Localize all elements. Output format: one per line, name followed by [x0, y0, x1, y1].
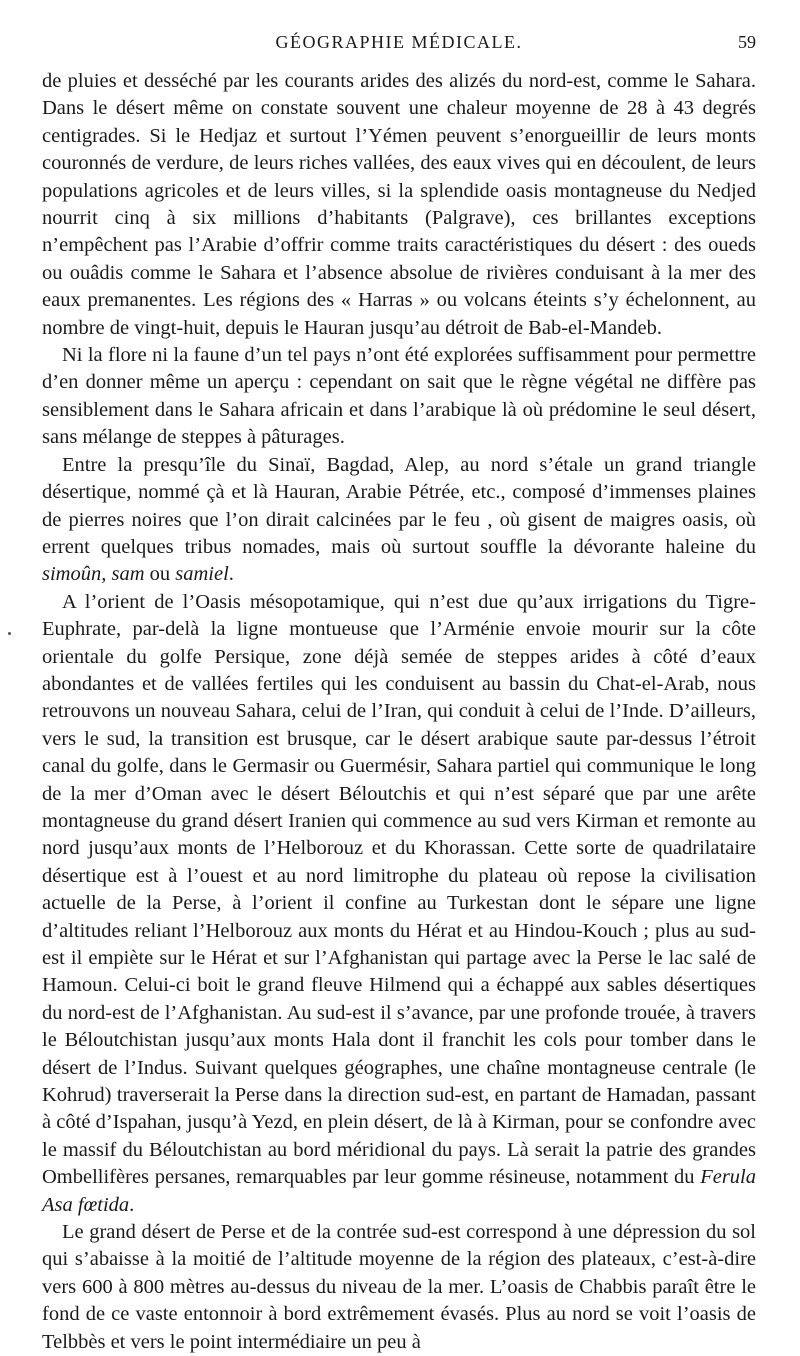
paragraph: [42, 589, 756, 1219]
italic-text: Ferula Asa fœtida: [42, 1166, 756, 1216]
text-run: Le grand désert de Perse et de la contrée sud-est correspond à une dépression du sol qui s’abaisse à la moitié de l’altitude moyenne de la région des plateaux, c’est-à-dire vers 600 à 800 mètres au-dessus du niveau de la mer. L’oasis de Chabbis paraît être le fond de ce vaste entonnoir à bord extrêmement évasés. Plus au nord se voit l’oasis de Telbbès et vers le point intermédiaire un peu à: [42, 1221, 756, 1353]
italic-text: samiel: [175, 563, 229, 586]
running-head: [42, 32, 756, 56]
text-run: de pluies et desséché par les courants arides des alizés du nord-est, comme le Sahara. Dans le désert même on constate souvent une chaleur moyenne de 28 à 43 degrés centigrades. Si le Hedjaz et surtout l’Yémen peuvent s’enorgueillir de leurs monts couronnés de verdure, de leurs riches vallées, des eaux vives qui en découlent, de leurs populations agricoles et de leurs villes, si la splendide oasis montagneuse du Nedjed nourrit cinq à six millions d’habitants (Palgrave), ces brillantes exceptions n’empêchent pas l’Arabie d’offrir comme traits caractéristiques du désert : des oueds ou ouâdis comme le Sahara et l’absence absolue de rivières conduisant à la mer des eaux premanentes. Les régions des « Harras » ou volcans éteints s’y échelonnent, au nombre de vingt-huit, depuis le Hauran jusqu’au détroit de Bab-el-Mandeb.: [42, 70, 756, 339]
text-run: Ni la flore ni la faune d’un tel pays n’ont été explorées suffisamment pour permettre d’en donner même un aperçu : cependant on sait que le règne végétal ne diffère pas sensiblement dans le Sahara africain et dans l’arabique là où prédomine le seul désert, sans mélange de steppes à pâturages.: [42, 344, 756, 449]
running-title: GÉOGRAPHIE MÉDICALE.: [275, 32, 523, 52]
text-run: ou: [144, 563, 176, 586]
body-text: [42, 68, 756, 1356]
paragraph: [42, 452, 756, 589]
paragraph: [42, 68, 756, 342]
margin-mark: [8, 632, 11, 635]
text-run: A l’orient de l’Oasis mésopotamique, qui n’est due qu’aux irrigations du Tigre-Euphrate, par-delà la ligne montueuse que l’Arménie envoie mourir sur la côte orientale du golfe Persique, zone déjà semée de steppes arides à côté d’eaux abondantes et de vallées fertiles qui les conduisent au bassin du Chat-el-Arab, nous retrouvons un nouveau Sahara, celui de l’Iran, qui conduit à celui de l’Inde. D’ailleurs, vers le sud, la transition est brusque, car le désert arabique saute par-dessus l’étroit canal du golfe, dans le Germasir ou Guermésir, Sahara partiel qui communique le long de la mer d’Oman avec le désert Béloutchis et qui n’est séparé que par une arête montagneuse du grand désert Iranien qui commence au sud vers Kirman et remonte au nord jusqu’aux monts de l’Helborouz et du Khorassan. Cette sorte de quadrilataire désertique est à l’ouest et au nord limitrophe du plateau où repose la civilisation actuelle de la Perse, à l’orient il confine au Turkestan dont le sépare une ligne d’altitudes reliant l’Helborouz aux monts du Hérat et au Hindou-Kouch ; plus au sud-est il empiète sur le Hérat et sur l’Afghanistan qui partage avec la Perse le lac salé de Hamoun. Celui-ci boit le grand fleuve Hilmend qui a échappé aux sables désertiques du nord-est de l’Afghanistan. Au sud-est il s’avance, par une profonde trouée, à travers le Béloutchistan jusqu’aux monts Hala dont il franchit les cols pour tomber dans le désert de l’Indus. Suivant quelques géographes, une chaîne montagneuse centrale (le Kohrud) traverserait la Perse dans la direction sud-est, en partant de Hamadan, passant à côté d’Ispahan, jusqu’à Yezd, en plein désert, de là à Kirman, pour se confondre avec le massif du Béloutchistan au bord méridional du pays. Là serait la patrie des grandes Ombellifères persanes, remarquables par leur gomme résineuse, notamment du: [42, 590, 756, 1189]
italic-text: simoûn, sam: [42, 563, 145, 586]
paragraph: [42, 1219, 756, 1356]
text-run: .: [129, 1193, 135, 1216]
text-run: .: [228, 563, 234, 586]
paragraph: [42, 342, 756, 452]
page-number: 59: [738, 32, 756, 52]
text-run: Entre la presqu’île du Sinaï, Bagdad, Alep, au nord s’étale un grand triangle désertique, nommé çà et là Hauran, Arabie Pétrée, etc., composé d’immenses plaines de pierres noires que l’on dirait calcinées par le feu , où gisent de maigres oasis, où errent quelques tribus nomades, mais où surtout souffle la dévorante haleine du: [42, 453, 756, 558]
